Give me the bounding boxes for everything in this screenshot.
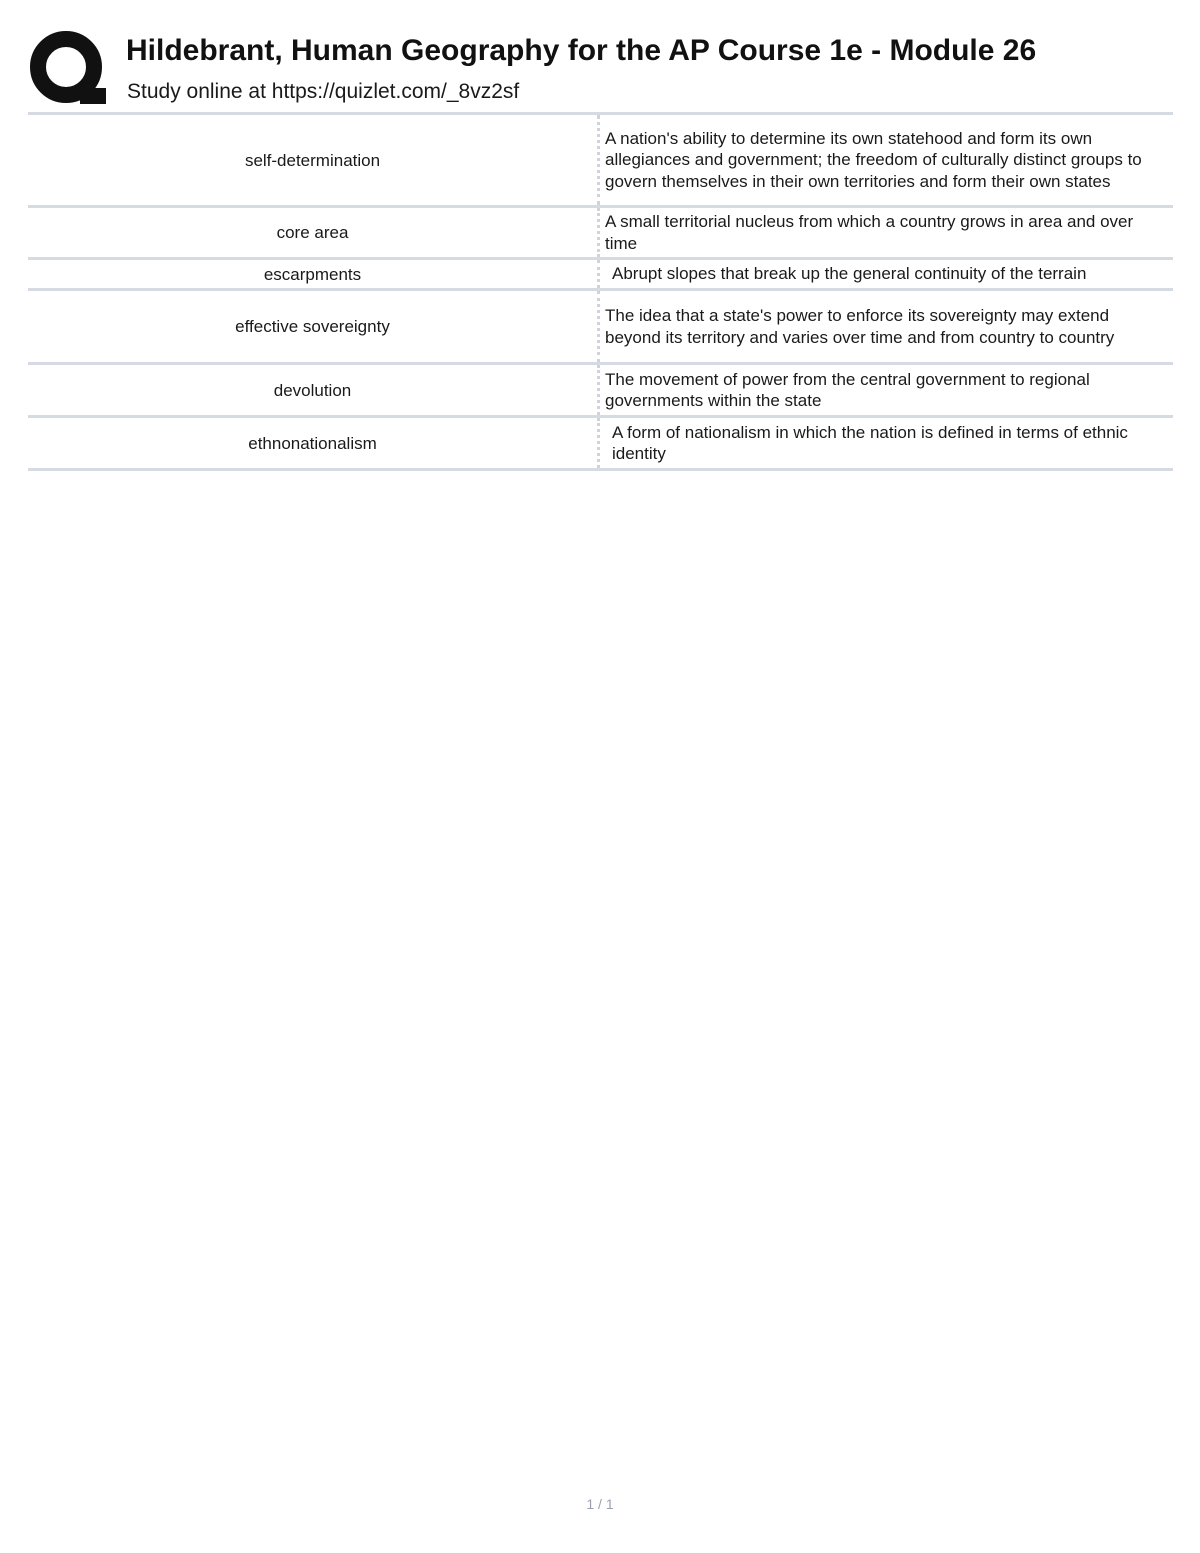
card-term: core area — [276, 223, 349, 242]
card-definition: A nation's ability to determine its own statehood and form its own allegiances and government; the freedom of culturally distinct groups to govern themselves in their own territories and form their own states — [597, 115, 1173, 205]
flashcard-table — [28, 115, 1173, 471]
card-row — [28, 260, 1173, 291]
card-term: ethnonationalism — [248, 433, 377, 453]
card-term: escarpments — [263, 264, 362, 284]
page-number: 1 / 1 — [586, 1496, 614, 1512]
card-definition: Abrupt slopes that break up the general continuity of the terrain — [597, 260, 1173, 288]
card-row — [28, 208, 1173, 260]
card-definition: A small territorial nucleus from which a country grows in area and over time — [597, 208, 1173, 257]
card-definition: The idea that a state's power to enforce its sovereignty may extend beyond its territory and varies over time and from country to country — [597, 291, 1173, 362]
card-row — [28, 365, 1173, 418]
card-term: effective sovereignty — [235, 317, 390, 336]
card-row — [28, 115, 1173, 208]
page-title: Hildebrant, Human Geography for the AP Course 1e - Module 26 — [126, 34, 1037, 67]
quizlet-q-logo-icon — [28, 30, 108, 108]
card-definition: A form of nationalism in which the nation is defined in terms of ethnic identity — [597, 418, 1173, 468]
card-definition: The movement of power from the central government to regional governments within the state — [597, 365, 1173, 415]
card-term: self-determination — [244, 150, 381, 170]
card-row — [28, 418, 1173, 471]
study-online-link[interactable]: Study online at https://quizlet.com/_8vz2sf — [127, 80, 520, 103]
card-row — [28, 291, 1173, 365]
card-term: devolution — [273, 380, 352, 400]
